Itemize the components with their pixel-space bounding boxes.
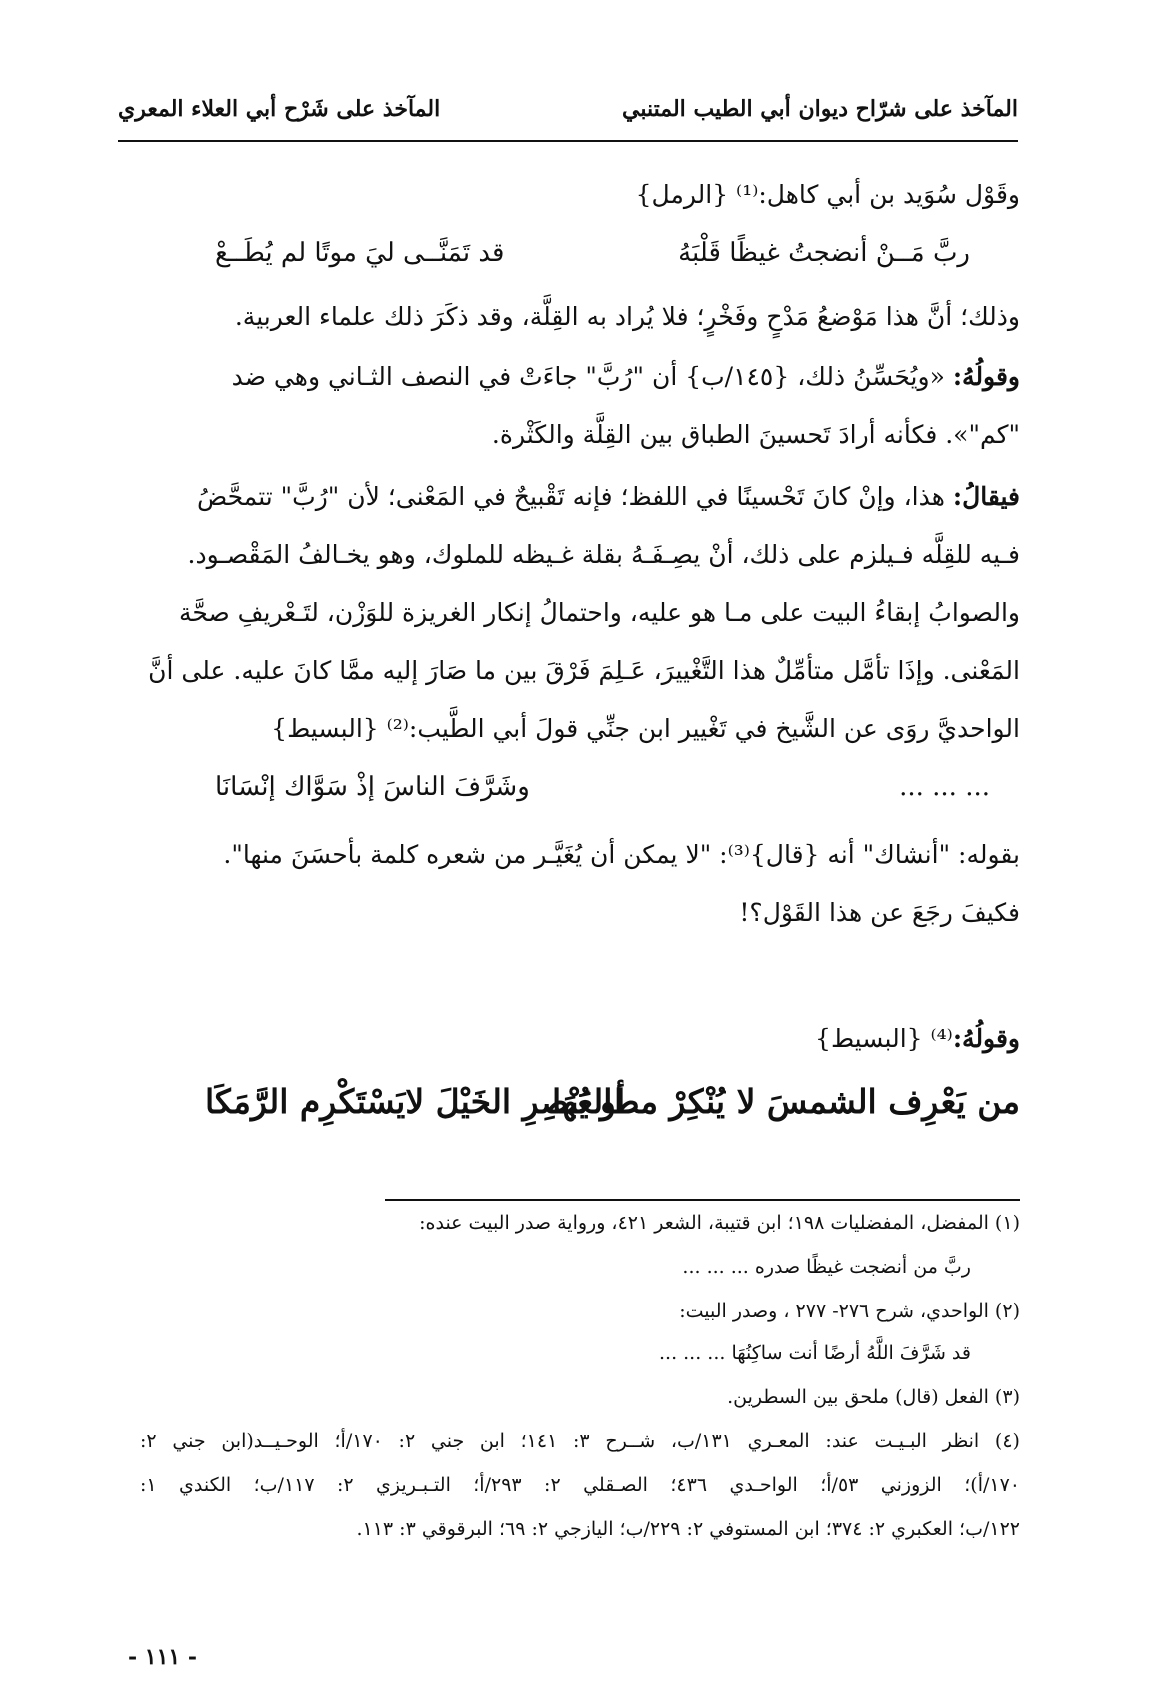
- verse-3: [125, 1082, 1020, 1132]
- verse-3-second-hemistich: أو يُبْصِرِ الخَيْلَ لايَسْتَكْرِم الرَّمَكَا: [205, 1082, 626, 1121]
- header-chapter-title: المآخذ على شَرْح أبي العلاء المعري: [118, 96, 441, 122]
- running-header: [118, 88, 1018, 132]
- text-line: بقوله: "أنشاك" أنه {قال}⁽³⁾: "لا يمكن أن يُغَيَّـر من شعره كلمة بأحسَنَ منها".: [223, 840, 1020, 869]
- verse-2: [125, 772, 1020, 822]
- header-divider: [118, 140, 1018, 142]
- text-line: [125, 482, 1020, 511]
- text-line: [125, 1024, 1020, 1053]
- footnote-4-line-2: ١٧٠/أ)؛ الزوزني ٥٣/أ؛ الواحـدي ٤٣٦؛ الصـقلي ٢: ٢٩٣/أ؛ التـبـريزي ٢: ١١٧/ب؛ الكندي ١:: [140, 1474, 1020, 1496]
- footnote-1-verse: ربَّ من أنضجت غيظًا صدره ... ... ...: [682, 1256, 971, 1278]
- term-label: وقولُهُ:: [952, 1024, 1020, 1053]
- verse-2-second-hemistich: وشَرَّفَ الناسَ إذْ سَوَّاك إنْسَانَا: [215, 772, 530, 802]
- verse-1-first-hemistich: ربَّ مَــنْ أنضجتُ غيظًا قَلْبَهُ: [678, 238, 970, 268]
- footnote-1: (١) المفضل، المفضليات ١٩٨؛ ابن قتيبة، الشعر ٤٢١، ورواية صدر البيت عنده:: [419, 1212, 1020, 1234]
- header-book-title: المآخذ على شرّاح ديوان أبي الطيب المتنبي: [622, 96, 1018, 122]
- text-line: والصوابُ إبقاءُ البيت على مـا هو عليه، واحتمالُ إنكار الغريزة للوَزْن، لتَـعْريفِ صحَّة: [178, 598, 1020, 627]
- term-label: فيقالُ:: [952, 482, 1020, 511]
- text-span: ⁽⁴⁾ {البسيط}: [815, 1024, 953, 1053]
- footnote-3: (٣) الفعل (قال) ملحق بين السطرين.: [727, 1386, 1020, 1408]
- footnote-2: (٢) الواحدي، شرح ٢٧٦- ٢٧٧ ، وصدر البيت:: [679, 1300, 1020, 1322]
- footnote-4-line-3: ١٢٢/ب؛ العكبري ٢: ٣٧٤؛ ابن المستوفي ٢: ٢٢٩/ب؛ اليازجي ٢: ٦٩؛ البرقوقي ٣: ١١٣.: [356, 1518, 1020, 1540]
- text-line: الواحديَّ روَى عن الشَّيخ في تَغْيير ابن جنِّي قولَ أبي الطَّيب:⁽²⁾ {البسيط}: [271, 714, 1020, 743]
- verse-3-first-hemistich: من يَعْرِف الشمسَ لا يُنْكِرْ مطالعَهَا: [551, 1082, 1020, 1121]
- verse-1-second-hemistich: قد تَمَنَّــى ليَ موتًا لم يُطَــعْ: [215, 238, 505, 268]
- verse-1: [125, 238, 1020, 288]
- text-line: [125, 362, 1020, 391]
- text-line: وقَوْل سُوَيد بن أبي كاهل:⁽¹⁾ {الرمل}: [635, 180, 1020, 209]
- text-line: وذلك؛ أنَّ هذا مَوْضعُ مَدْحٍ وفَخْرٍ؛ فلا يُراد به القِلَّة، وقد ذكَرَ ذلك علماء العربية.: [234, 302, 1020, 331]
- text-span: هذا، وإنْ كانَ تَحْسينًا في اللفظ؛ فإنه تَقْبيحٌ في المَعْنى؛ لأن "رُبَّ" تتمحَّضُ: [197, 482, 953, 511]
- text-span: «ويُحَسِّنُ ذلك، {١٤٥/ب} أن "رُبَّ" جاءَتْ في النصف الثـاني وهي ضد: [231, 362, 953, 391]
- footnote-2-verse: قد شَرَّفَ اللَّهُ أرضًا أنت ساكِنُهَا ... ... ...: [658, 1342, 971, 1364]
- verse-2-first-hemistich: ... ... ...: [899, 772, 990, 802]
- page-number: - ١١١ -: [128, 1644, 198, 1670]
- text-line: فكيفَ رجَعَ عن هذا القَوْل؟!: [739, 898, 1020, 927]
- text-line: "كم"». فكأنه أرادَ تَحسينَ الطباق بين القِلَّة والكَثْرة.: [491, 420, 1020, 449]
- footnote-4-line-1: (٤) انظر البـيـت عند: المعـري ١٣١/ب، شــرح ٣: ١٤١؛ ابن جني ٢: ١٧٠/أ؛ الوحـيــد(ابن جني ٢:: [140, 1430, 1020, 1452]
- term-label: وقولُهُ:: [952, 362, 1020, 391]
- text-line: فـيه للقِلَّه فـيلزم على ذلك، أنْ يصِـفَـهُ بقلة غـيظه للملوك، وهو يخـالفُ المَقْصـود.: [187, 540, 1020, 569]
- text-line: المَعْنى. وإذَا تأمَّل متأمِّلٌ هذا التَّغْييرَ، عَـلِمَ فَرْقَ بين ما صَارَ إليه ممَّا كانَ عليه. على أنَّ: [148, 656, 1020, 685]
- footnote-divider: [385, 1199, 1020, 1201]
